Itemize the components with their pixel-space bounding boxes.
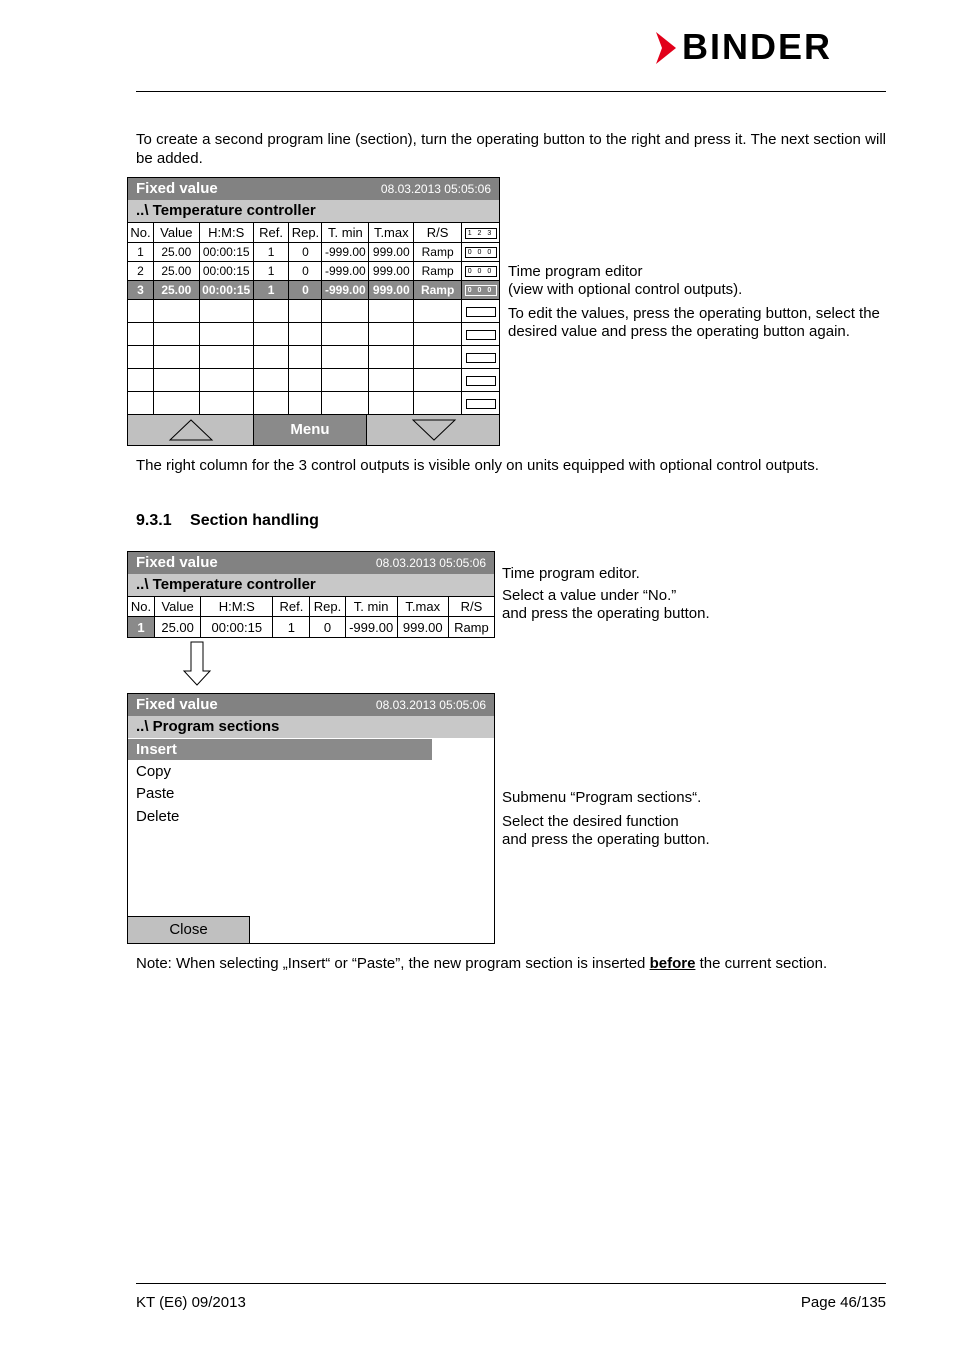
cell-hms[interactable]: 00:00:15	[199, 243, 253, 262]
logo-text: BINDER	[682, 26, 833, 67]
cell-ref[interactable]: 1	[273, 617, 310, 638]
col-tmin: T. min	[345, 597, 397, 617]
cell-outputs[interactable]	[462, 281, 500, 300]
outputs-header-box: 1 2 3	[465, 228, 497, 239]
binder-logo	[654, 26, 888, 67]
col-outputs	[462, 223, 500, 243]
screen-title: Fixed value	[136, 180, 218, 197]
desc-line: (view with optional control outputs).	[508, 281, 743, 298]
desc-line: Time program editor.	[502, 565, 640, 582]
desc-line: Select a value under “No.”	[502, 587, 677, 604]
note-prefix: Note: When selecting „Insert“ or “Paste”, the new program section is inserted	[136, 955, 650, 972]
cell-tmax[interactable]: 999.00	[369, 262, 414, 281]
time-program-editor-screen-small	[127, 551, 495, 638]
outputs-box: 0 0 0	[465, 247, 497, 258]
cell-tmax[interactable]: 999.00	[369, 281, 414, 300]
col-value: Value	[155, 597, 201, 617]
header-rule	[136, 91, 886, 92]
cell-no[interactable]: 2	[128, 262, 154, 281]
cell-hms[interactable]: 00:00:15	[201, 617, 273, 638]
logo-arrow-icon	[654, 30, 678, 66]
desc-line: and press the operating button.	[502, 831, 710, 848]
cell-rep[interactable]: 0	[289, 262, 322, 281]
section-heading	[136, 512, 319, 530]
col-tmax: T.max	[369, 223, 414, 243]
cell-value[interactable]: 25.00	[153, 281, 199, 300]
menu-item-label: Delete	[136, 808, 180, 825]
title-bar	[128, 178, 499, 200]
cell-tmin[interactable]: -999.00	[322, 281, 369, 300]
desc-line: Submenu “Program sections“.	[502, 789, 702, 806]
cell-rs[interactable]: Ramp	[414, 243, 462, 262]
title-bar	[128, 694, 494, 716]
cell-ref[interactable]: 1	[253, 262, 289, 281]
empty-row	[128, 323, 500, 346]
table-header-row	[128, 597, 495, 617]
subtitle: ..\ Temperature controller	[136, 202, 316, 219]
down-arrow-icon	[182, 641, 212, 687]
menu-item-insert[interactable]	[128, 739, 432, 760]
empty-outputs-box	[466, 376, 496, 386]
empty-row	[128, 346, 500, 369]
subtitle-bar	[128, 716, 494, 738]
menu-item-label: Insert	[136, 741, 177, 758]
empty-outputs-box	[466, 307, 496, 317]
cell-rep[interactable]: 0	[289, 243, 322, 262]
footer-rule	[136, 1283, 886, 1284]
cell-rs[interactable]: Ramp	[414, 281, 462, 300]
cell-ref[interactable]: 1	[253, 243, 289, 262]
program-table	[127, 596, 495, 638]
cell-rep[interactable]: 0	[289, 281, 322, 300]
close-label: Close	[169, 921, 208, 938]
insert-note	[136, 954, 886, 973]
datetime: 08.03.2013 05:05:06	[380, 182, 491, 196]
desc-line: Select the desired function	[502, 813, 679, 830]
menu-item-label: Copy	[136, 763, 172, 780]
section-number: 9.3.1	[136, 512, 172, 529]
col-tmin: T. min	[322, 223, 369, 243]
datetime: 08.03.2013 05:05:06	[375, 698, 486, 712]
empty-outputs-box	[466, 330, 496, 340]
subtitle: ..\ Program sections	[136, 718, 280, 735]
col-no: No.	[128, 597, 155, 617]
col-ref: Ref.	[253, 223, 289, 243]
datetime: 08.03.2013 05:05:06	[375, 556, 486, 570]
empty-row	[128, 392, 500, 415]
cell-outputs[interactable]	[462, 262, 500, 281]
empty-row	[128, 300, 500, 323]
subtitle-bar	[128, 200, 499, 222]
footer-page-number: Page 46/135	[800, 1294, 886, 1311]
desc-line: and press the operating button.	[502, 605, 710, 622]
col-hms: H:M:S	[199, 223, 253, 243]
cell-tmin[interactable]: -999.00	[345, 617, 397, 638]
close-button[interactable]	[128, 916, 250, 943]
col-rep: Rep.	[289, 223, 322, 243]
empty-row	[128, 369, 500, 392]
col-value: Value	[153, 223, 199, 243]
empty-outputs-box	[466, 399, 496, 409]
screen-title: Fixed value	[136, 554, 218, 571]
menu-label: Menu	[290, 421, 330, 438]
menu-item-label: Paste	[136, 785, 175, 802]
cell-tmin[interactable]: -999.00	[322, 243, 369, 262]
menu-item-delete[interactable]	[128, 806, 432, 827]
cell-tmax[interactable]: 999.00	[369, 243, 414, 262]
scroll-up-button[interactable]	[128, 415, 254, 445]
col-rs: R/S	[414, 223, 462, 243]
table-row[interactable]	[128, 243, 500, 262]
note-emphasis: before	[649, 955, 696, 972]
cell-no[interactable]: 3	[128, 281, 154, 300]
subtitle-bar	[128, 574, 494, 596]
time-program-editor-screen	[127, 177, 500, 446]
triangle-down-icon	[411, 418, 457, 442]
cell-no-selected[interactable]: 1	[128, 617, 155, 638]
cell-hms[interactable]: 00:00:15	[199, 262, 253, 281]
screen-title: Fixed value	[136, 696, 218, 713]
title-bar	[128, 552, 494, 574]
empty-outputs-box	[466, 353, 496, 363]
col-hms: H:M:S	[201, 597, 273, 617]
button-bar	[128, 414, 499, 445]
cell-tmax[interactable]: 999.00	[397, 617, 448, 638]
intro-paragraph: To create a second program line (section), turn the operating button to the right and press it. The next section will be added.	[136, 131, 886, 167]
menu-button[interactable]	[254, 415, 367, 445]
triangle-up-icon	[168, 418, 214, 442]
program-sections-screen	[127, 693, 495, 944]
scroll-down-button[interactable]	[367, 415, 500, 445]
cell-rs[interactable]: Ramp	[448, 617, 494, 638]
cell-value[interactable]: 25.00	[155, 617, 201, 638]
menu-item-paste[interactable]	[128, 783, 432, 804]
table-header-row	[128, 223, 500, 243]
table-row[interactable]	[128, 262, 500, 281]
col-ref: Ref.	[273, 597, 310, 617]
program-table	[127, 222, 500, 415]
col-tmax: T.max	[397, 597, 448, 617]
col-rep: Rep.	[310, 597, 345, 617]
outputs-box: 0 0 0	[465, 285, 497, 296]
cell-tmin[interactable]: -999.00	[322, 262, 369, 281]
cell-hms[interactable]: 00:00:15	[199, 281, 253, 300]
cell-no[interactable]: 1	[128, 243, 154, 262]
cell-rep[interactable]: 0	[310, 617, 345, 638]
menu-item-copy[interactable]	[128, 761, 432, 782]
table-row-selected[interactable]	[128, 281, 500, 300]
cell-rs[interactable]: Ramp	[414, 262, 462, 281]
cell-ref[interactable]: 1	[253, 281, 289, 300]
footer-doc-id: KT (E6) 09/2013	[136, 1294, 246, 1311]
outputs-box: 0 0 0	[465, 266, 497, 277]
cell-outputs[interactable]	[462, 243, 500, 262]
col-rs: R/S	[448, 597, 494, 617]
screen1-description	[508, 263, 886, 341]
screen2-description	[502, 565, 886, 623]
cell-value[interactable]: 25.00	[153, 262, 199, 281]
cell-value[interactable]: 25.00	[153, 243, 199, 262]
table-row[interactable]	[128, 617, 495, 638]
desc-line: To edit the values, press the operating button, select the desired value and press the operating button again.	[508, 305, 880, 340]
screen3-description	[502, 789, 886, 849]
desc-line: Time program editor	[508, 263, 643, 280]
section-title: Section handling	[190, 512, 319, 529]
note-suffix: the current section.	[695, 955, 828, 972]
subtitle: ..\ Temperature controller	[136, 576, 316, 593]
col-no: No.	[128, 223, 154, 243]
outputs-note: The right column for the 3 control outputs is visible only on units equipped with optional control outputs.	[136, 457, 819, 474]
